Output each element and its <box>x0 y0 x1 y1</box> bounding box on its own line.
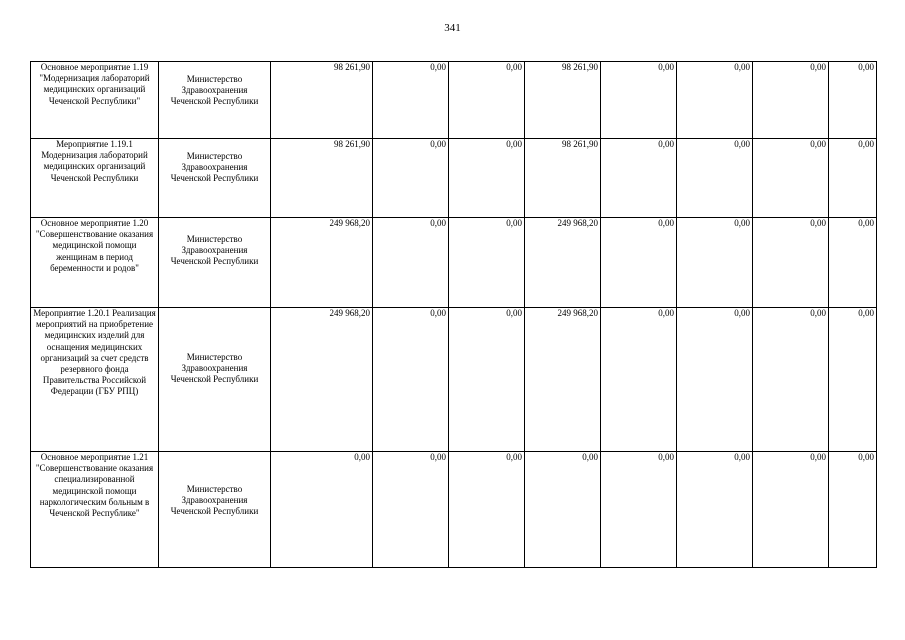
amount-cell: 98 261,90 <box>525 139 601 218</box>
amount-cell: 249 968,20 <box>525 308 601 452</box>
amount-cell: 0,00 <box>753 218 829 308</box>
amount-cell: 0,00 <box>449 308 525 452</box>
ministry-name: Министерство Здравоохранения Чеченской Республики <box>170 352 259 385</box>
amount-cell: 0,00 <box>753 452 829 568</box>
ministry-cell <box>159 452 271 568</box>
ministry-name: Министерство Здравоохранения Чеченской Республики <box>170 234 259 267</box>
ministry-cell <box>159 218 271 308</box>
amount-cell: 249 968,20 <box>525 218 601 308</box>
amount-cell: 0,00 <box>373 308 449 452</box>
amount-cell: 0,00 <box>449 139 525 218</box>
amount-cell: 0,00 <box>601 308 677 452</box>
amount-cell: 0,00 <box>753 139 829 218</box>
amount-cell: 0,00 <box>829 139 877 218</box>
amount-total-cell: 249 968,20 <box>271 308 373 452</box>
ministry-name: Министерство Здравоохранения Чеченской Республики <box>170 74 259 107</box>
amount-cell: 0,00 <box>449 218 525 308</box>
amount-cell: 0,00 <box>753 308 829 452</box>
amount-cell: 0,00 <box>373 62 449 139</box>
amount-cell: 98 261,90 <box>525 62 601 139</box>
amount-cell: 0,00 <box>525 452 601 568</box>
amount-cell: 0,00 <box>449 452 525 568</box>
amount-cell: 0,00 <box>601 452 677 568</box>
page-number: 341 <box>444 22 461 34</box>
table-row <box>31 308 877 452</box>
amount-cell: 0,00 <box>829 452 877 568</box>
table-row <box>31 218 877 308</box>
amount-cell: 0,00 <box>677 139 753 218</box>
program-funding-table <box>30 61 877 568</box>
event-name-cell: Мероприятие 1.19.1 Модернизация лабораторий медицинских организаций Чеченской Республики <box>31 139 159 218</box>
amount-cell: 0,00 <box>373 218 449 308</box>
ministry-cell <box>159 308 271 452</box>
event-name-cell: Мероприятие 1.20.1 Реализация мероприятий на приобретение медицинских изделий для оснащения медицинских организаций за счет средств резервного фонда Правительства Российской Федерации (ГБУ РПЦ) <box>31 308 159 452</box>
amount-cell: 0,00 <box>677 62 753 139</box>
amount-cell: 0,00 <box>601 218 677 308</box>
amount-cell: 0,00 <box>677 218 753 308</box>
amount-cell: 0,00 <box>829 308 877 452</box>
amount-total-cell: 0,00 <box>271 452 373 568</box>
amount-cell: 0,00 <box>373 139 449 218</box>
amount-cell: 0,00 <box>373 452 449 568</box>
table-row <box>31 139 877 218</box>
amount-cell: 0,00 <box>449 62 525 139</box>
ministry-name: Министерство Здравоохранения Чеченской Республики <box>170 151 259 184</box>
table-row <box>31 452 877 568</box>
amount-cell: 0,00 <box>601 62 677 139</box>
amount-total-cell: 249 968,20 <box>271 218 373 308</box>
ministry-cell <box>159 62 271 139</box>
amount-cell: 0,00 <box>677 452 753 568</box>
event-name-cell: Основное мероприятие 1.19 "Модернизация лабораторий медицинских организаций Чеченской Республики" <box>31 62 159 139</box>
ministry-name: Министерство Здравоохранения Чеченской Республики <box>170 484 259 517</box>
amount-cell: 0,00 <box>753 62 829 139</box>
amount-cell: 0,00 <box>829 218 877 308</box>
event-name-cell: Основное мероприятие 1.20 "Совершенствование оказания медицинской помощи женщинам в период беременности и родов" <box>31 218 159 308</box>
amount-cell: 0,00 <box>601 139 677 218</box>
amount-cell: 0,00 <box>829 62 877 139</box>
amount-total-cell: 98 261,90 <box>271 62 373 139</box>
ministry-cell <box>159 139 271 218</box>
amount-total-cell: 98 261,90 <box>271 139 373 218</box>
amount-cell: 0,00 <box>677 308 753 452</box>
table-row <box>31 62 877 139</box>
event-name-cell: Основное мероприятие 1.21 "Совершенствование оказания специализированной медицинской помощи наркологическим больным в Чеченской Республике" <box>31 452 159 568</box>
